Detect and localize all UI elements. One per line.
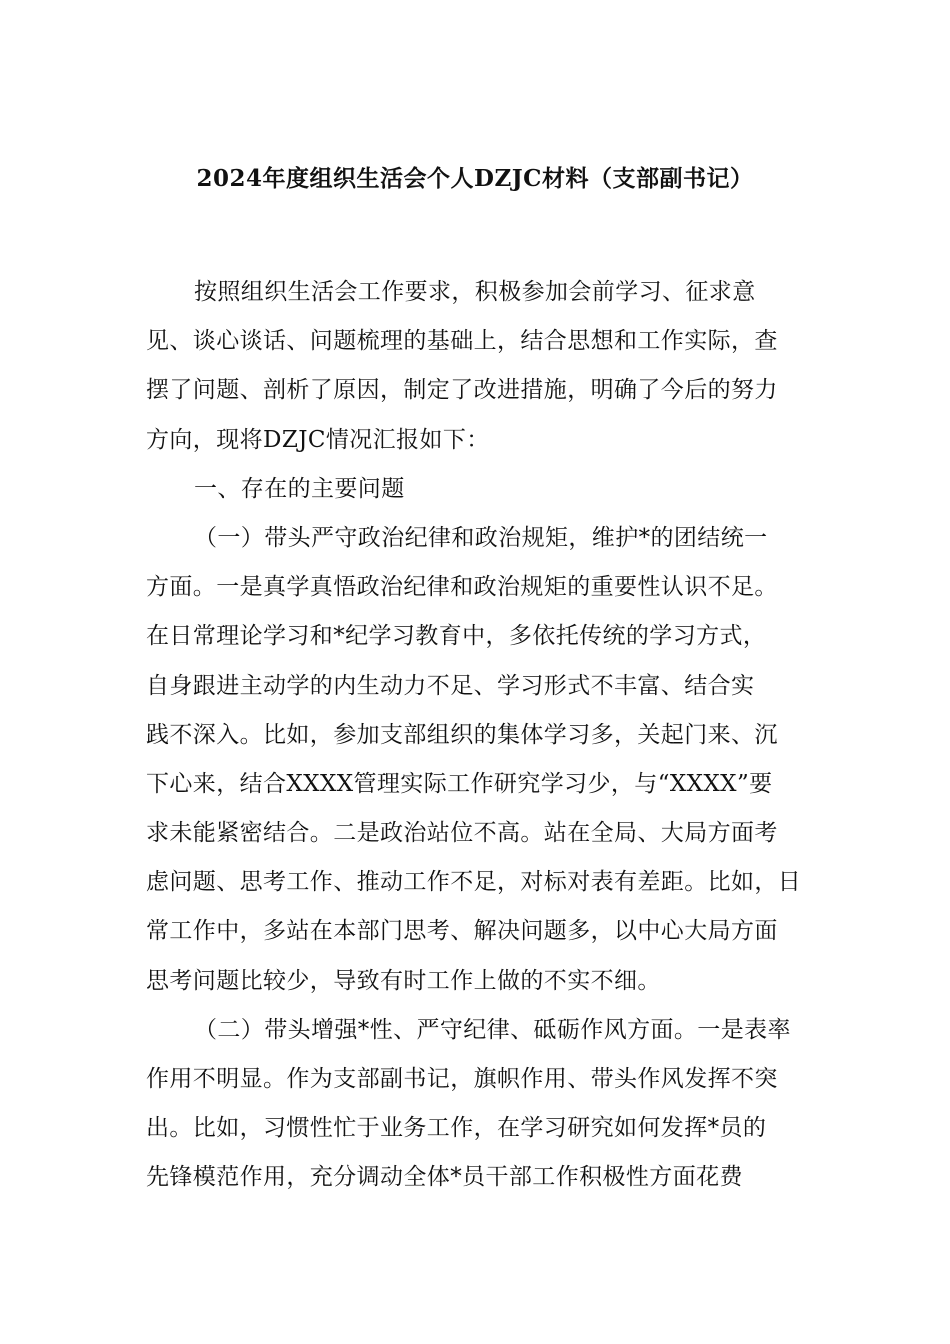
document-title: 2024年度组织生活会个人DZJC材料（支部副书记）: [196, 165, 754, 192]
paragraph-line: 自身跟进主动学的内生动力不足、学习形式不丰富、结合实: [146, 672, 755, 699]
section-heading: 一、存在的主要问题: [194, 475, 405, 502]
paragraph-line: （一）带头严守政治纪律和政治规矩，维护*的团结统一: [194, 524, 768, 551]
paragraph-line: （二）带头增强*性、严守纪律、砥砺作风方面。一是表率: [194, 1016, 791, 1043]
document-body: [146, 268, 826, 1203]
paragraph-line: 方向，现将DZJC情况汇报如下：: [146, 426, 490, 453]
paragraph-line: 践不深入。比如，参加支部组织的集体学习多，关起门来、沉: [146, 721, 778, 748]
paragraph-line: 求未能紧密结合。二是政治站位不高。站在全局、大局方面考: [146, 820, 778, 847]
paragraph-line: 按照组织生活会工作要求，积极参加会前学习、征求意: [194, 279, 756, 305]
paragraph-line: 见、谈心谈话、问题梳理的基础上，结合思想和工作实际，查: [146, 328, 778, 355]
paragraph-line: 思考问题比较少，导致有时工作上做的不实不细。: [146, 967, 661, 994]
paragraph-line: 摆了问题、剖析了原因，制定了改进措施，明确了今后的努力: [146, 377, 778, 404]
paragraph-line: 先锋模范作用，充分调动全体*员干部工作积极性方面花费: [146, 1164, 743, 1191]
paragraph-line: 常工作中，多站在本部门思考、解决问题多，以中心大局方面: [146, 918, 778, 945]
paragraph-line: 在日常理论学习和*纪学习教育中，多依托传统的学习方式，: [146, 623, 767, 650]
paragraph-line: 作用不明显。作为支部副书记，旗帜作用、带头作风发挥不突: [146, 1066, 778, 1092]
paragraph-line: 下心来，结合XXXX管理实际工作研究学习少，与“XXXX”要: [146, 770, 773, 797]
paragraph-line: 出。比如，习惯性忙于业务工作，在学习研究如何发挥*员的: [146, 1115, 767, 1142]
paragraph-line: 方面。一是真学真悟政治纪律和政治规矩的重要性认识不足。: [146, 574, 778, 601]
paragraph-line: 虑问题、思考工作、推动工作不足，对标对表有差距。比如，日: [146, 869, 802, 896]
